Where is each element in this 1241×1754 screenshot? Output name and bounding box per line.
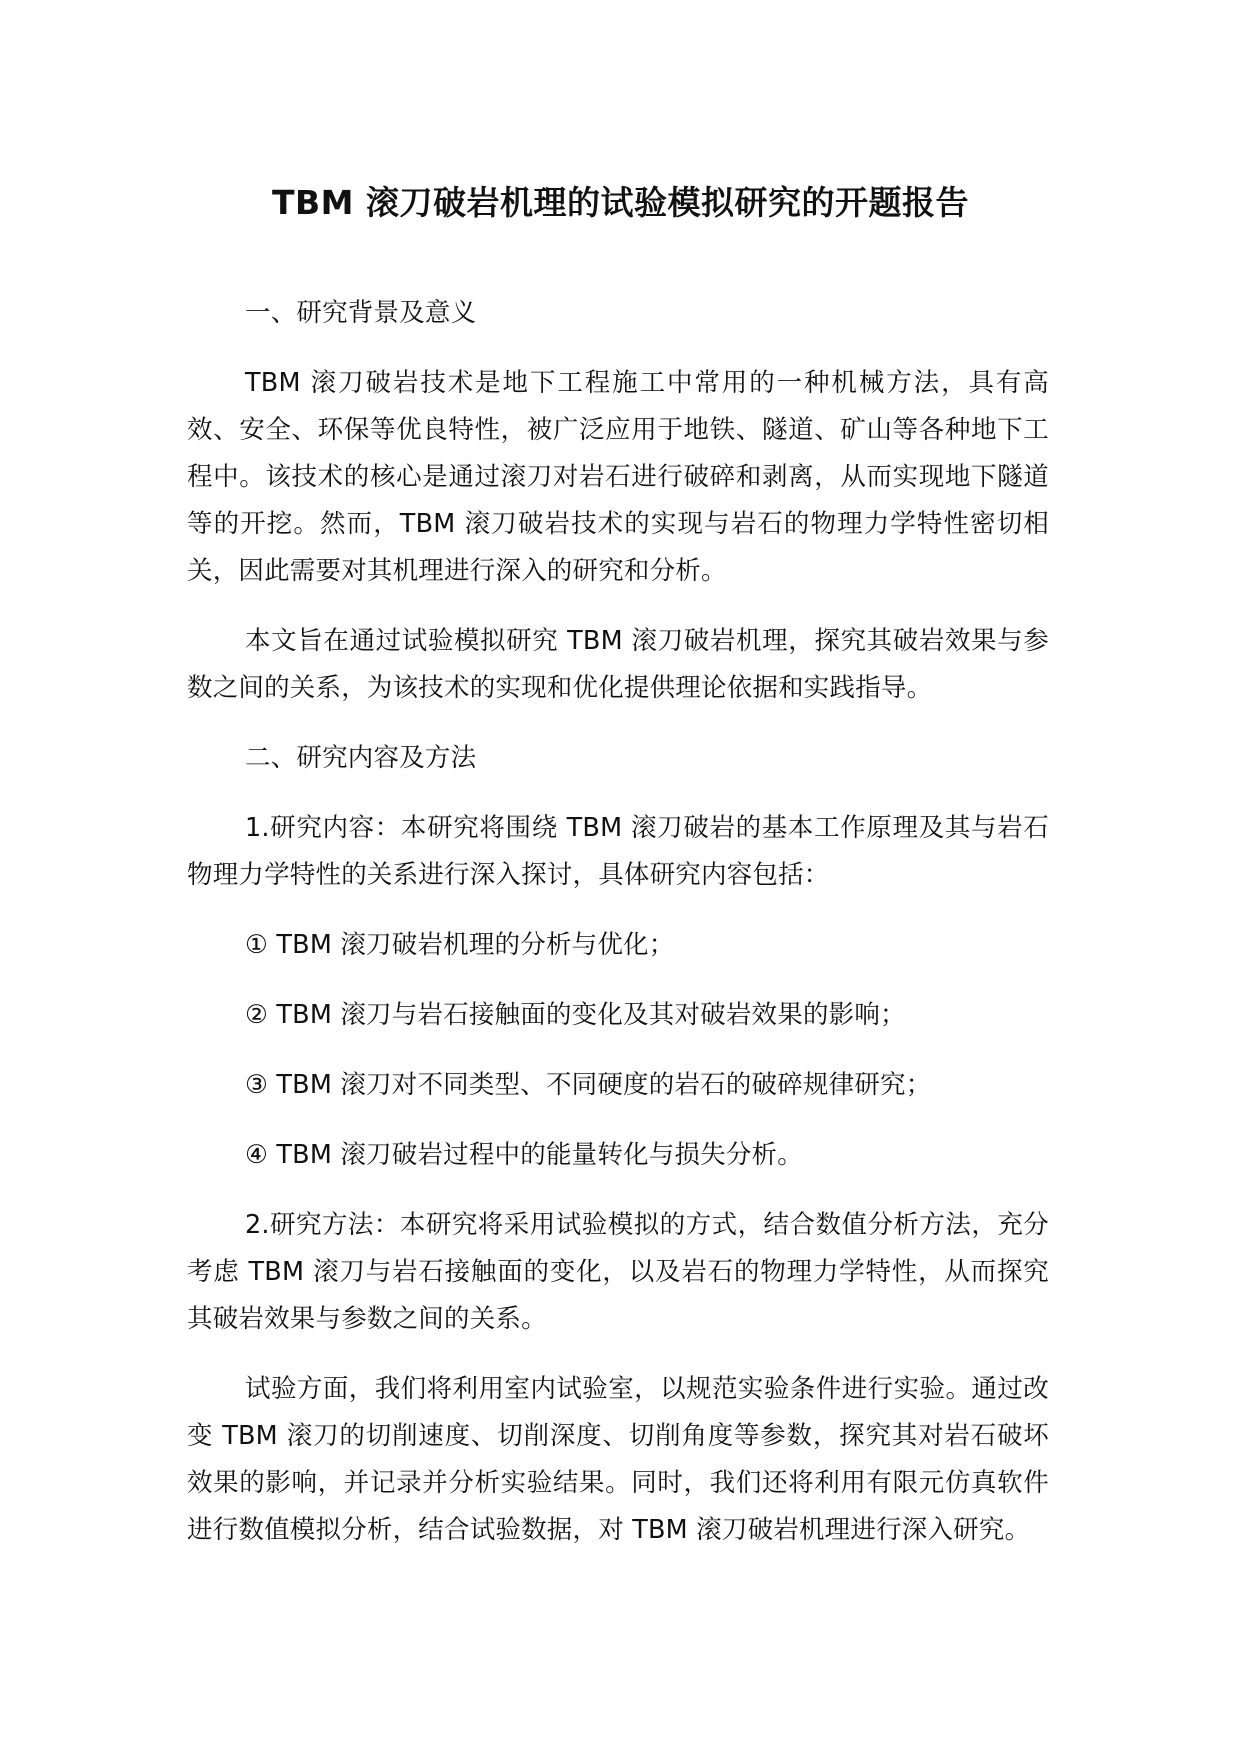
paragraph-research-methods: 2.研究方法：本研究将采用试验模拟的方式，结合数值分析方法，充分考虑 TBM 滚刀与岩石接触面的变化，以及岩石的物理力学特性，从而探究其破岩效果与参数之间的关系。	[187, 1210, 1049, 1334]
section-heading-content-methods: 二、研究内容及方法	[245, 743, 477, 773]
paragraph-experiments: 试验方面，我们将利用室内试验室，以规范实验条件进行实验。通过改变 TBM 滚刀的切削速度、切削深度、切削角度等参数，探究其对岩石破坏效果的影响，并记录并分析实验结果。同时，我们还将利用有限元仿真软件进行数值模拟分析，结合试验数据，对 TBM 滚刀破岩机理进行深入研究。	[187, 1374, 1049, 1545]
section-heading-background: 一、研究背景及意义	[245, 298, 477, 328]
document-body	[187, 290, 1049, 1577]
document-title: TBM 滚刀破岩机理的试验模拟研究的开题报告	[272, 183, 969, 222]
list-item-3: ③ TBM 滚刀对不同类型、不同硬度的岩石的破碎规律研究；	[245, 1070, 932, 1100]
paragraph-research-content: 1.研究内容：本研究将围绕 TBM 滚刀破岩的基本工作原理及其与岩石物理力学特性的关系进行深入探讨，具体研究内容包括：	[187, 813, 1049, 890]
list-item-1: ① TBM 滚刀破岩机理的分析与优化；	[245, 930, 675, 960]
list-item-4: ④ TBM 滚刀破岩过程中的能量转化与损失分析。	[245, 1140, 803, 1170]
paragraph-background: TBM 滚刀破岩技术是地下工程施工中常用的一种机械方法，具有高效、安全、环保等优良特性，被广泛应用于地铁、隧道、矿山等各种地下工程中。该技术的核心是通过滚刀对岩石进行破碎和剥离，从而实现地下隧道等的开挖。然而，TBM 滚刀破岩技术的实现与岩石的物理力学特性密切相关，因此需要对其机理进行深入的研究和分析。	[187, 368, 1049, 586]
list-item-2: ② TBM 滚刀与岩石接触面的变化及其对破岩效果的影响；	[245, 1000, 906, 1030]
paragraph-purpose: 本文旨在通过试验模拟研究 TBM 滚刀破岩机理，探究其破岩效果与参数之间的关系，为该技术的实现和优化提供理论依据和实践指导。	[187, 626, 1049, 703]
